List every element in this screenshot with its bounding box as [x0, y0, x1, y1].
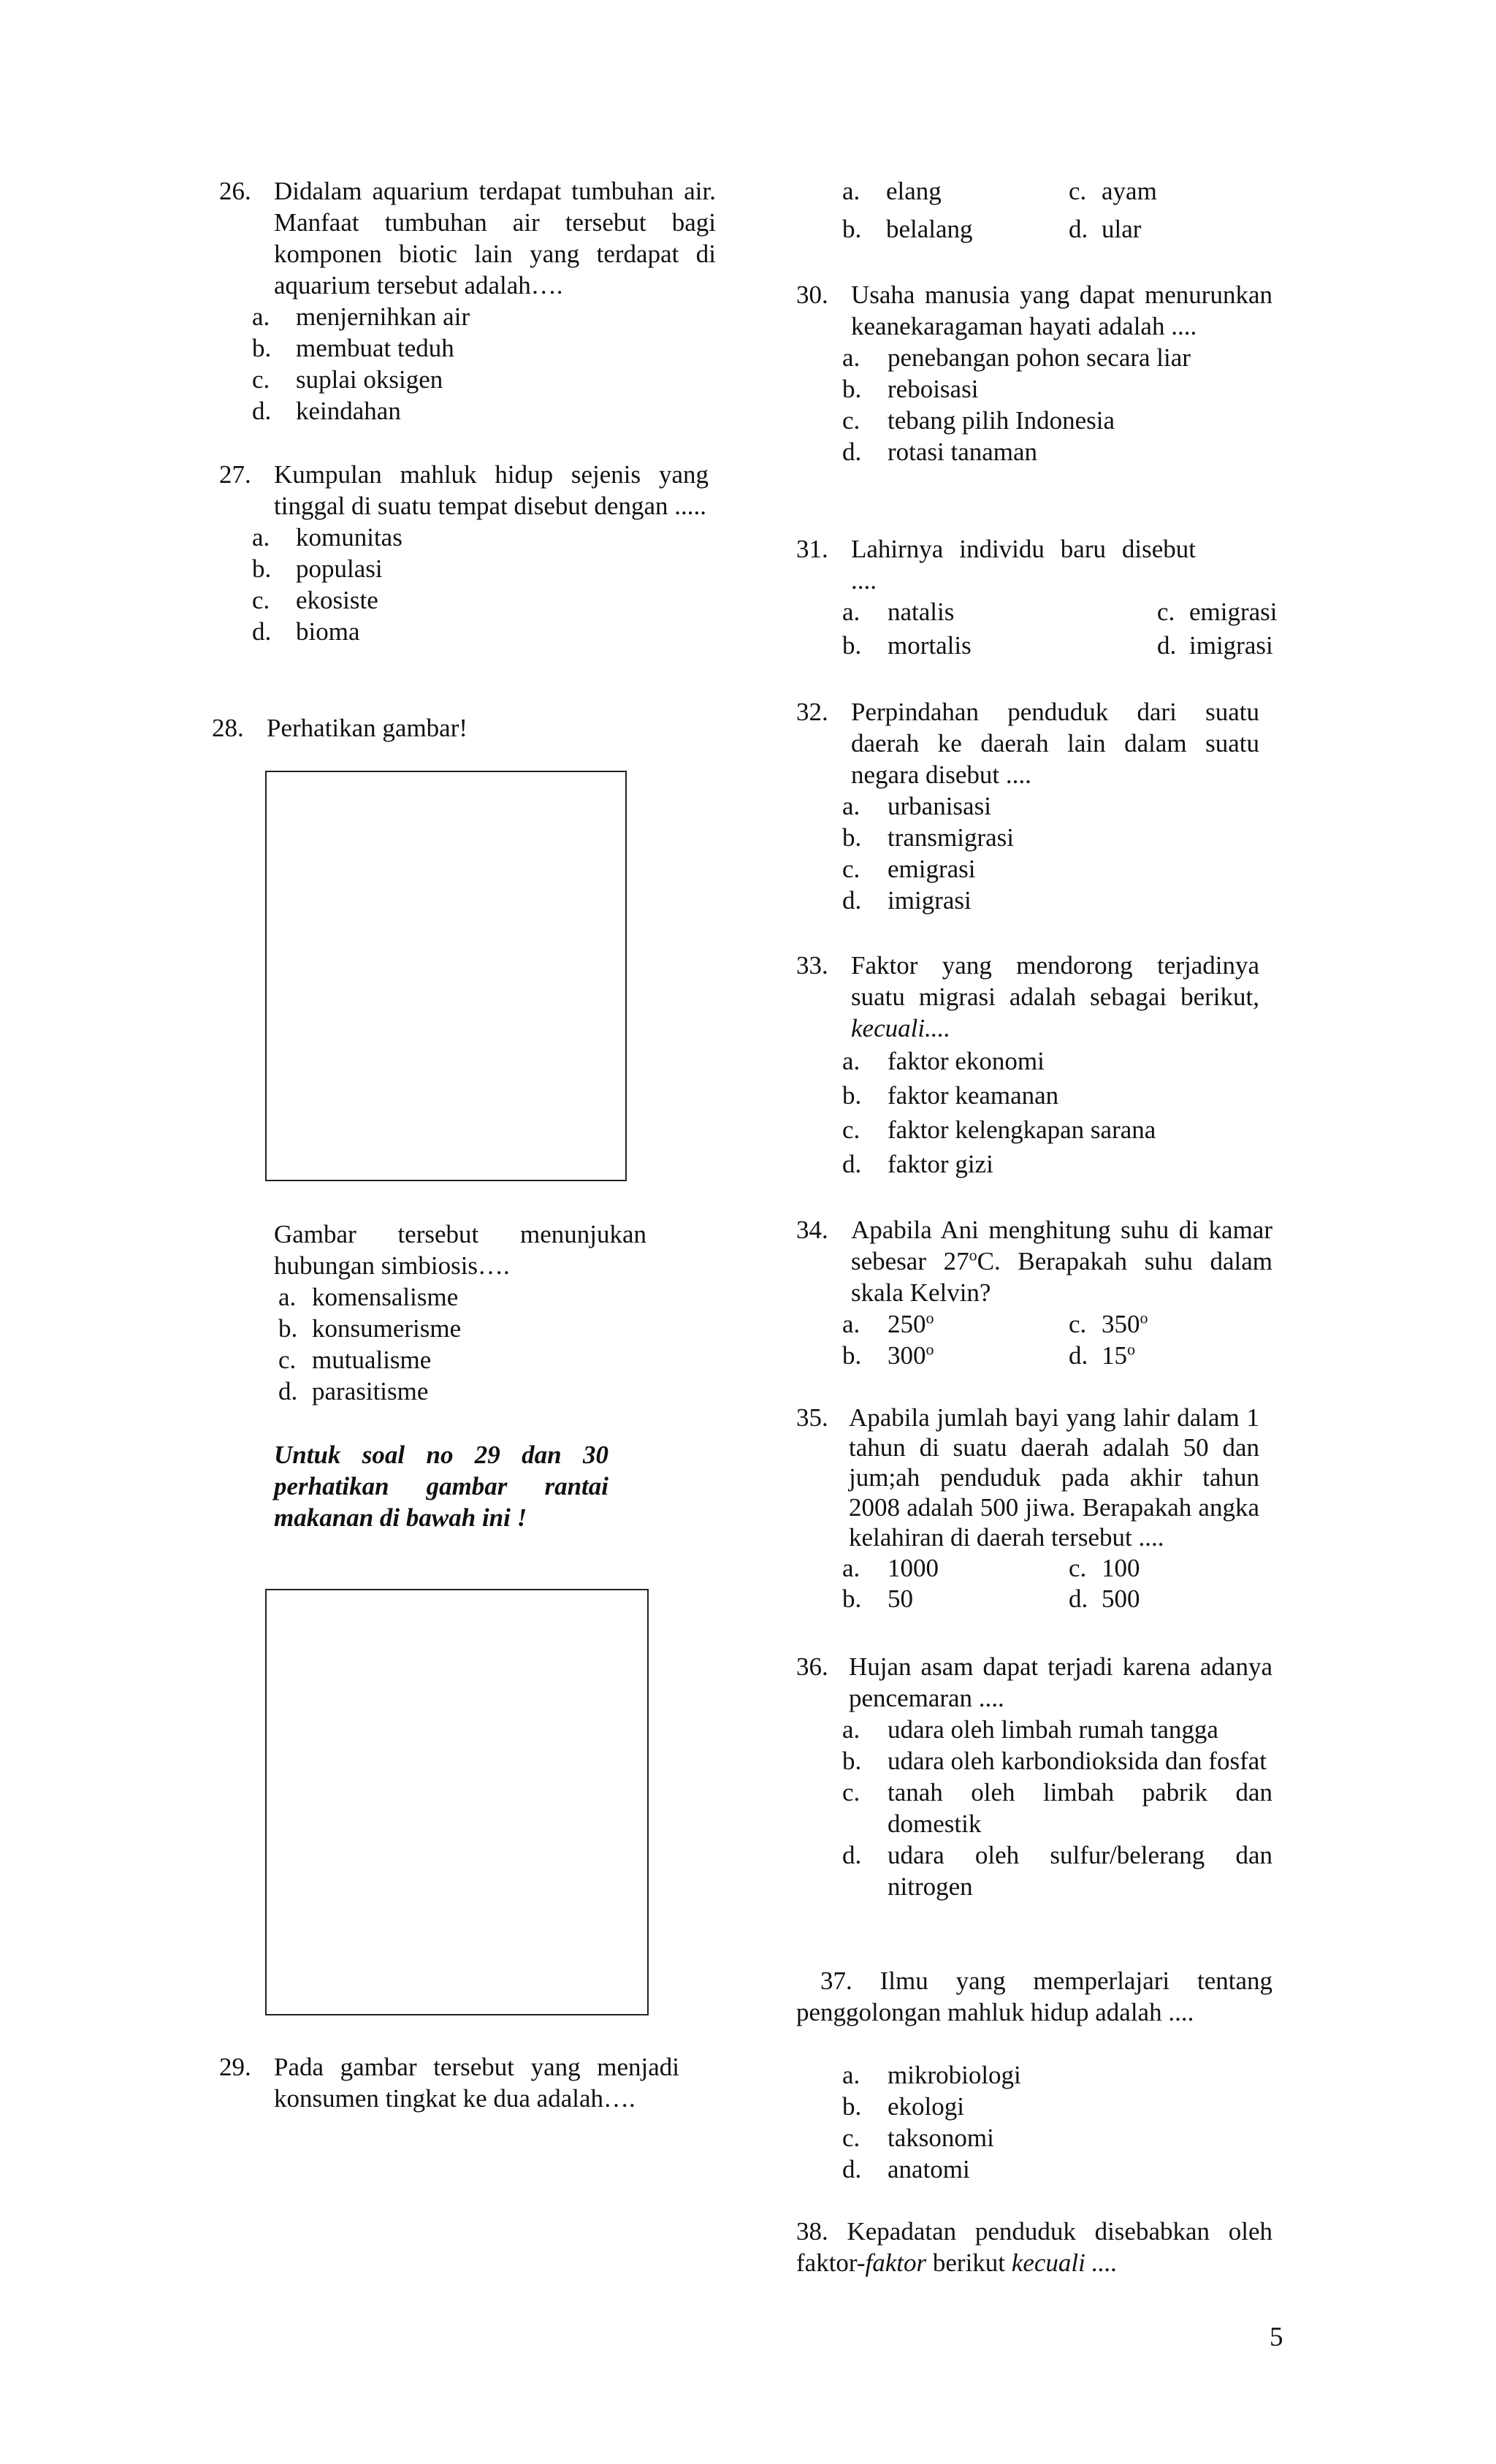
option-text: 250	[888, 1310, 926, 1338]
option-letter: a.	[252, 523, 270, 552]
options-list	[796, 1044, 1272, 1181]
option-c[interactable]	[219, 584, 716, 616]
options-list	[796, 342, 1272, 468]
option-text: emigrasi	[888, 855, 976, 883]
option-text: taksonomi	[888, 2124, 994, 2152]
option-letter: c.	[842, 1778, 860, 1807]
question-36-stem	[796, 1651, 1272, 1714]
option-row	[796, 1308, 1272, 1340]
option-d[interactable]: 500	[1102, 1584, 1140, 1613]
option-letter: a.	[842, 598, 860, 626]
option-letter: c.	[1157, 598, 1175, 626]
option-text: komunitas	[296, 523, 402, 552]
option-letter: c.	[1069, 177, 1087, 205]
question-number: 33.	[796, 951, 828, 980]
option-c[interactable]: ayam	[1102, 177, 1157, 205]
option-b[interactable]	[888, 1340, 934, 1371]
option-text: anatomi	[888, 2155, 970, 2183]
option-b[interactable]: 50	[888, 1584, 913, 1613]
option-letter: d.	[842, 886, 862, 915]
option-b[interactable]	[219, 553, 716, 584]
option-text: faktor keamanan	[888, 1081, 1059, 1110]
option-letter: d.	[278, 1377, 298, 1405]
option-letter: a.	[842, 1715, 860, 1744]
question-number: 38.	[796, 2217, 828, 2246]
question-number: 27.	[219, 460, 251, 489]
option-letter: c.	[842, 2124, 860, 2152]
question-text-cont: berikut	[926, 2249, 1012, 2277]
option-letter: d.	[842, 1150, 862, 1178]
question-27	[219, 459, 716, 647]
option-a[interactable]	[219, 522, 716, 553]
option-d[interactable]	[796, 885, 1272, 916]
question-35	[796, 1403, 1272, 1618]
question-37	[796, 1965, 1272, 2185]
option-letter: d.	[252, 617, 272, 646]
question-text: Perhatikan gambar!	[267, 714, 468, 742]
option-b[interactable]	[796, 1745, 1272, 1777]
option-text: komensalisme	[312, 1283, 459, 1311]
symbiosis-image-placeholder	[265, 771, 627, 1181]
instruction-text: Untuk soal no 29 dan 30 perhatikan gambar rantai makanan di bawah ini !	[274, 1441, 608, 1532]
question-29-options	[796, 175, 1272, 248]
options-list	[219, 301, 716, 427]
option-d[interactable]: ular	[1102, 215, 1142, 243]
question-number: 34.	[796, 1216, 828, 1244]
option-letter: a.	[842, 792, 860, 820]
option-d[interactable]: imigrasi	[1189, 631, 1273, 660]
option-c[interactable]	[796, 405, 1272, 436]
option-text: transmigrasi	[888, 823, 1015, 852]
option-text: populasi	[296, 554, 383, 583]
option-letter: b.	[842, 1584, 862, 1613]
question-32	[796, 696, 1272, 916]
option-row	[796, 1552, 1272, 1583]
question-33	[796, 950, 1272, 1181]
question-text: Kumpulan mahluk hidup sejenis yang tinggal di suatu tempat disebut dengan .....	[274, 460, 709, 520]
degree-sup: o	[1127, 1340, 1135, 1359]
question-number: 31.	[796, 535, 828, 563]
question-36	[796, 1651, 1272, 1902]
option-c[interactable]: 100	[1102, 1554, 1140, 1582]
option-letter: d.	[252, 397, 272, 425]
option-text: rotasi tanaman	[888, 438, 1038, 466]
option-d[interactable]	[796, 1839, 1272, 1902]
question-text: Pada gambar tersebut yang menjadi konsumen tingkat ke dua adalah….	[274, 2053, 679, 2113]
question-text: Lahirnya individu baru disebut ....	[851, 535, 1196, 595]
option-letter: b.	[842, 215, 862, 243]
option-d[interactable]	[274, 1376, 646, 1407]
option-text: faktor gizi	[888, 1150, 993, 1178]
option-text: udara oleh sulfur/belerang dan nitrogen	[888, 1841, 1272, 1901]
question-text-italic: faktor	[865, 2249, 927, 2277]
option-text: ekologi	[888, 2092, 964, 2121]
option-letter: a.	[842, 2061, 860, 2089]
question-text-italic: kecuali ....	[1011, 2249, 1118, 2277]
option-a[interactable]	[796, 342, 1272, 373]
option-text: faktor kelengkapan sarana	[888, 1115, 1156, 1144]
option-b[interactable]	[796, 1078, 1272, 1113]
page-number: 5	[1270, 2322, 1283, 2352]
option-b[interactable]	[796, 822, 1272, 853]
question-29-stem	[219, 2051, 716, 2114]
option-b[interactable]	[219, 332, 716, 364]
question-number: 30.	[796, 281, 828, 309]
option-letter: d.	[1157, 631, 1177, 660]
question-29	[219, 2051, 716, 2114]
question-text-italic: kecuali....	[851, 1014, 951, 1042]
option-text: faktor ekonomi	[888, 1047, 1045, 1075]
option-a[interactable]	[796, 1044, 1272, 1078]
option-letter: a.	[252, 302, 270, 331]
option-letter: b.	[842, 1341, 862, 1370]
degree-sup: o	[1140, 1308, 1148, 1327]
question-32-stem	[796, 696, 1272, 790]
option-letter: d.	[1069, 1584, 1088, 1613]
question-30-stem	[796, 279, 1272, 342]
options-list	[796, 790, 1272, 916]
question-number: 29.	[219, 2053, 251, 2081]
option-row	[796, 596, 1278, 630]
question-text: Ilmu yang memperlajari tentang penggolongan mahluk hidup adalah ....	[796, 1967, 1273, 2026]
option-letter: c.	[252, 586, 270, 614]
option-letter: b.	[278, 1314, 298, 1343]
option-a[interactable]: elang	[886, 177, 942, 205]
option-b[interactable]: belalang	[886, 215, 973, 243]
question-30	[796, 279, 1272, 468]
option-text: udara oleh limbah rumah tangga	[888, 1715, 1218, 1744]
option-letter: d.	[842, 438, 862, 466]
question-34-stem	[796, 1214, 1272, 1308]
option-letter: a.	[842, 1554, 860, 1582]
option-text: udara oleh karbondioksida dan fosfat	[888, 1747, 1267, 1775]
option-letter: d.	[842, 2155, 862, 2183]
option-d[interactable]	[796, 2154, 1272, 2185]
option-row	[796, 213, 1272, 248]
option-text: konsumerisme	[312, 1314, 462, 1343]
option-text: tebang pilih Indonesia	[888, 406, 1115, 435]
question-number: 36.	[796, 1652, 828, 1681]
option-letter: a.	[842, 1310, 860, 1338]
option-letter: c.	[1069, 1310, 1087, 1338]
option-text: bioma	[296, 617, 360, 646]
option-d[interactable]	[1102, 1340, 1135, 1371]
option-letter: d.	[1069, 1341, 1088, 1370]
question-text: Apabila jumlah bayi yang lahir dalam 1 tahun di suatu daerah adalah 50 dan jum;ah penduduk pada akhir tahun 2008 adalah 500 jiwa. Berapakah angka kelahiran di daerah tersebut ....	[849, 1403, 1259, 1552]
option-a[interactable]	[796, 1714, 1272, 1745]
option-letter: b.	[842, 631, 862, 660]
question-33-stem	[796, 950, 1272, 1044]
option-row	[796, 630, 1272, 665]
option-text: reboisasi	[888, 375, 979, 403]
option-text: parasitisme	[312, 1377, 429, 1405]
option-letter: b.	[842, 375, 862, 403]
option-c[interactable]	[274, 1344, 646, 1376]
option-a[interactable]: natalis	[888, 598, 955, 626]
option-text: tanah oleh limbah pabrik dan domestik	[888, 1778, 1272, 1838]
option-letter: c.	[842, 855, 860, 883]
option-c[interactable]	[796, 853, 1272, 885]
option-text: membuat teduh	[296, 334, 454, 362]
option-a[interactable]	[274, 1281, 646, 1313]
option-letter: c.	[1069, 1554, 1087, 1582]
question-text-cont: C. Berapakah suhu dalam skala Kelvin?	[851, 1247, 1272, 1307]
option-letter: a.	[842, 343, 860, 372]
option-row	[796, 1340, 1272, 1375]
question-26	[219, 175, 716, 427]
question-28	[212, 712, 716, 744]
option-letter: d.	[842, 1841, 862, 1869]
option-row	[796, 175, 1272, 213]
option-text: menjernihkan air	[296, 302, 470, 331]
question-text: Faktor yang mendorong terjadinya suatu migrasi adalah sebagai berikut,	[851, 951, 1259, 1011]
question-text: Kepadatan penduduk disebabkan oleh faktor-	[796, 2217, 1272, 2277]
option-b[interactable]	[796, 373, 1272, 405]
option-text: urbanisasi	[888, 792, 991, 820]
option-b[interactable]	[796, 2091, 1272, 2122]
option-a[interactable]	[219, 301, 716, 332]
option-a[interactable]	[796, 790, 1272, 822]
question-text: Didalam aquarium terdapat tumbuhan air. Manfaat tumbuhan air tersebut bagi komponen biotic lain yang terdapat di aquarium tersebut adalah….	[274, 177, 716, 300]
option-c[interactable]: emigrasi	[1189, 598, 1278, 626]
options-list	[219, 522, 716, 647]
question-26-stem	[219, 175, 716, 301]
question-28-stem	[212, 712, 709, 744]
option-text: 350	[1102, 1310, 1140, 1338]
option-letter: c.	[842, 1115, 860, 1144]
option-c[interactable]	[796, 1777, 1272, 1839]
followup-text: Gambar tersebut menunjukan hubungan simbiosis….	[274, 1220, 646, 1280]
degree-sup: o	[926, 1308, 934, 1327]
question-number: 37.	[820, 1967, 852, 1995]
question-28-followup	[274, 1218, 646, 1533]
question-number: 26.	[219, 177, 251, 205]
question-35-stem	[796, 1403, 1272, 1552]
option-text: imigrasi	[888, 886, 972, 915]
option-letter: b.	[252, 554, 272, 583]
option-b[interactable]	[274, 1313, 646, 1344]
options-list	[796, 2059, 1272, 2185]
question-38	[796, 2216, 1272, 2278]
degree-sup: o	[969, 1246, 977, 1265]
option-text: suplai oksigen	[296, 365, 443, 394]
option-d[interactable]	[219, 616, 716, 647]
option-letter: b.	[842, 1081, 862, 1110]
option-d[interactable]	[796, 1147, 1272, 1181]
option-letter: c.	[278, 1346, 297, 1374]
option-c[interactable]	[796, 1113, 1272, 1147]
option-a[interactable]	[888, 1308, 934, 1340]
option-letter: b.	[842, 823, 862, 852]
food-chain-image-placeholder	[265, 1589, 649, 2015]
question-number: 35.	[796, 1403, 828, 1432]
option-letter: a.	[278, 1283, 297, 1311]
question-text: Hujan asam dapat terjadi karena adanya pencemaran ....	[849, 1652, 1272, 1712]
option-text: ekosiste	[296, 586, 378, 614]
option-letter: a.	[842, 177, 860, 205]
option-c[interactable]	[1102, 1308, 1148, 1340]
question-number: 32.	[796, 698, 828, 726]
options-list	[274, 1281, 646, 1407]
option-text: mikrobiologi	[888, 2061, 1021, 2089]
option-letter: c.	[252, 365, 270, 394]
option-letter: c.	[842, 406, 860, 435]
option-b[interactable]: mortalis	[888, 631, 972, 660]
option-text: mutualisme	[312, 1346, 432, 1374]
question-37-stem	[796, 1965, 1272, 2028]
question-text: Usaha manusia yang dapat menurunkan keanekaragaman hayati adalah ....	[851, 281, 1272, 340]
question-34	[796, 1214, 1272, 1375]
question-text: Apabila Ani menghitung suhu di kamar sebesar 27	[851, 1216, 1272, 1275]
degree-sup: o	[926, 1340, 934, 1359]
option-a[interactable]	[796, 2059, 1272, 2091]
option-text: 15	[1102, 1341, 1127, 1370]
question-27-stem	[219, 459, 716, 522]
option-letter: b.	[842, 1747, 862, 1775]
question-38-stem	[796, 2216, 1272, 2278]
option-row	[796, 1583, 1272, 1618]
question-31	[796, 533, 1278, 665]
question-number: 28.	[212, 714, 244, 742]
option-letter: b.	[252, 334, 272, 362]
question-text: Perpindahan penduduk dari suatu daerah ke daerah lain dalam suatu negara disebut ....	[851, 698, 1259, 789]
option-text: keindahan	[296, 397, 401, 425]
option-d[interactable]	[796, 436, 1272, 468]
option-a[interactable]: 1000	[888, 1554, 939, 1582]
option-c[interactable]	[219, 364, 716, 395]
question-31-stem	[796, 533, 1272, 596]
options-list	[796, 1714, 1272, 1902]
option-text: penebangan pohon secara liar	[888, 343, 1191, 372]
option-text: 300	[888, 1341, 926, 1370]
option-letter: d.	[1069, 215, 1088, 243]
option-c[interactable]	[796, 2122, 1272, 2154]
option-d[interactable]	[219, 395, 716, 427]
option-letter: a.	[842, 1047, 860, 1075]
option-letter: b.	[842, 2092, 862, 2121]
